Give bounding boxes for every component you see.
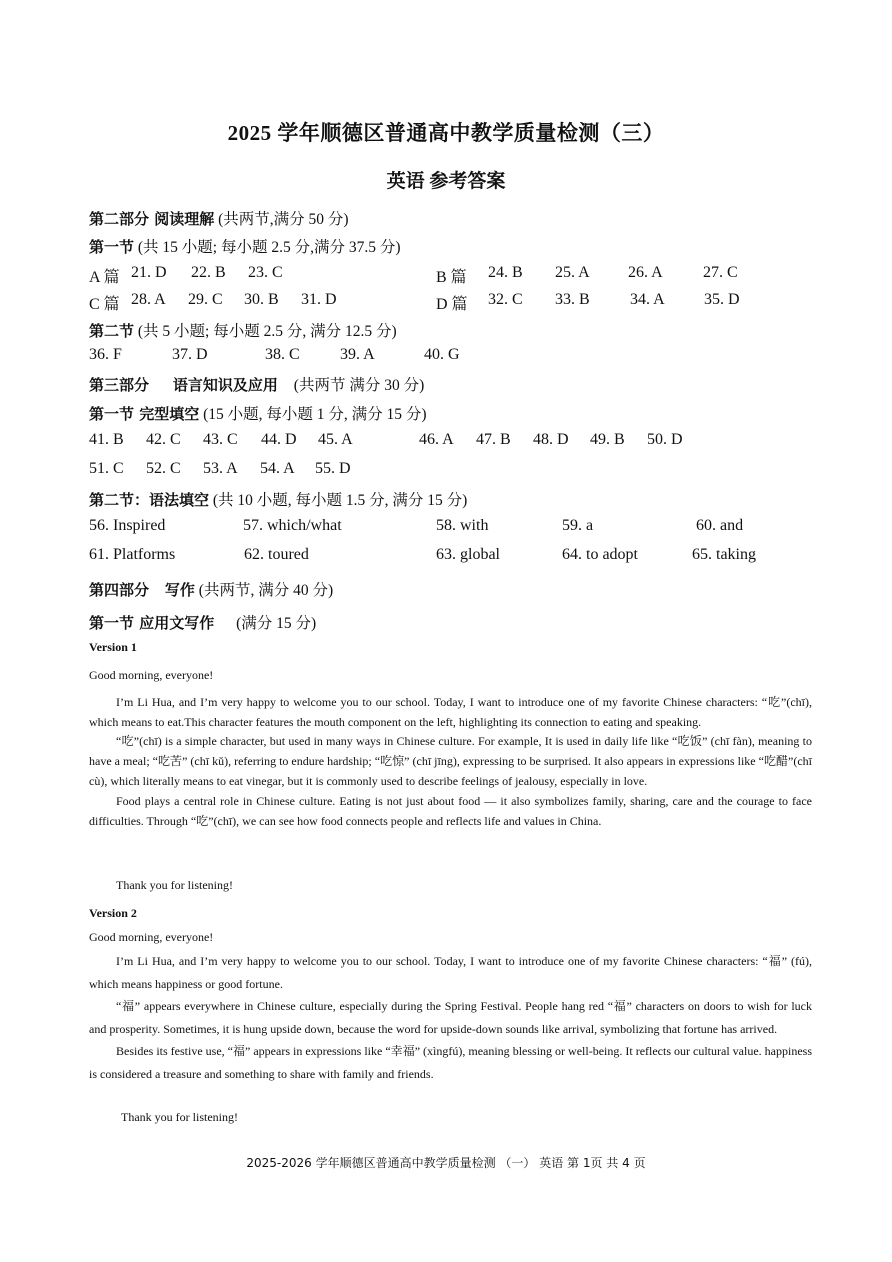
part3-section1-line (89, 402, 427, 424)
answer-21: 21. D (131, 264, 167, 281)
part3-section1-note: (15 小题, 每小题 1 分, 满分 15 分) (203, 406, 427, 423)
grammar-63: 63. global (436, 546, 500, 563)
answer-55: 55. D (315, 460, 351, 477)
part3-note: (共两节 满分 30 分) (293, 377, 425, 394)
part4-section1-note: (满分 15 分) (236, 615, 317, 632)
version1-closing: Thank you for listening! (116, 878, 233, 892)
part2-section2-line (89, 319, 397, 341)
part2-section1-heading: 第一节 (89, 238, 135, 256)
grammar-62: 62. toured (244, 546, 309, 563)
part2-heading-line (89, 207, 349, 229)
row-c-label: C 篇 (89, 296, 120, 313)
answer-54: 54. A (260, 460, 295, 477)
part4-section1-line (89, 611, 316, 633)
answer-26: 26. A (628, 264, 663, 281)
answer-34: 34. A (630, 291, 665, 308)
version1-body (89, 692, 812, 831)
grammar-65: 65. taking (692, 546, 756, 563)
version2-paragraph-2: “福” appears everywhere in Chinese culture, especially during the Spring Festival. People hang red “福” characters on doors to wish for luck and prosperity. Sometimes, it is hung upside down, because the word for upside-down sounds like arrival, symbolizing that fortune has arrived. (89, 999, 812, 1036)
answer-23: 23. C (248, 264, 283, 281)
version2-greeting: Good morning, everyone! (89, 930, 214, 944)
answer-43: 43. C (203, 431, 238, 448)
part3-section2-line (89, 488, 467, 510)
answer-40: 40. G (424, 346, 460, 363)
version2-paragraph-3: Besides its festive use, “福” appears in expressions like “幸福” (xìngfú), meaning blessing or well-being. It reflects our cultural value. happiness is considered a treasure and something to share with family and friends. (89, 1044, 812, 1081)
answer-46: 46. A (419, 431, 454, 448)
version2-body (89, 950, 812, 1085)
version1-paragraph-3: Food plays a central role in Chinese culture. Eating is not just about food — it also symbolizes family, sharing, care and the courage to face difficulties. Through “吃”(chī), we can see how food connects people and reflects life and values in China. (89, 794, 812, 828)
answer-24: 24. B (488, 264, 523, 281)
grammar-56: 56. Inspired (89, 517, 166, 534)
answer-30: 30. B (244, 291, 279, 308)
page-footer: 2025-2026 学年顺德区普通高中教学质量检测 （一） 英语 第 1页 共 4 页 (246, 1156, 646, 1170)
version2-paragraph-1: I’m Li Hua, and I’m very happy to welcome you to our school. Today, I want to introduce one of my favorite Chinese characters: “福” (fú), which means happiness or good fortune. (89, 954, 812, 991)
answer-49: 49. B (590, 431, 625, 448)
answer-39: 39. A (340, 346, 375, 363)
grammar-61: 61. Platforms (89, 546, 176, 563)
answer-53: 53. A (203, 460, 238, 477)
answer-37: 37. D (172, 346, 208, 363)
grammar-57: 57. which/what (243, 517, 342, 534)
row-b-label: B 篇 (436, 269, 467, 286)
answer-33: 33. B (555, 291, 590, 308)
answer-31: 31. D (301, 291, 337, 308)
answer-47: 47. B (476, 431, 511, 448)
answer-22: 22. B (191, 264, 226, 281)
version2-label: Version 2 (89, 906, 137, 920)
answer-32: 32. C (488, 291, 523, 308)
answer-27: 27. C (703, 264, 738, 281)
part2-section2-heading: 第二节 (89, 322, 135, 340)
answer-38: 38. C (265, 346, 300, 363)
answer-36: 36. F (89, 346, 122, 363)
grammar-64: 64. to adopt (562, 546, 638, 563)
grammar-59: 59. a (562, 517, 594, 534)
part4-note: (共两节, 满分 40 分) (198, 582, 334, 599)
answer-35: 35. D (704, 291, 740, 308)
answer-45: 45. A (318, 431, 353, 448)
part2-section1-note: (共 15 小题; 每小题 2.5 分,满分 37.5 分) (137, 239, 401, 256)
grammar-60: 60. and (696, 517, 744, 534)
part3-heading2: 语言知识及应用 (172, 376, 278, 394)
version1-label: Version 1 (89, 640, 137, 654)
version1-paragraph-2: “吃”(chī) is a simple character, but used in many ways in Chinese culture. For example, It is used in daily life like “吃饭” (chī fàn), meaning to have a meal; “吃苦” (chī kǔ), referring to endure hardship; “吃惊” (chī jīng), expressing to be surprised. It also appears in expressions like “吃醋”(chī cù), which literally means to eat vinegar, but it is commonly used to describe feelings of jealousy, especially in love. (89, 734, 812, 788)
part3-heading-line (89, 373, 424, 395)
answer-25: 25. A (555, 264, 590, 281)
answer-44: 44. D (261, 431, 297, 448)
part4-heading: 第四部分 (89, 581, 150, 599)
part2-section2-note: (共 5 小题; 每小题 2.5 分, 满分 12.5 分) (137, 323, 397, 340)
part4-section1-heading: 第一节 应用文写作 (89, 614, 215, 632)
answer-52: 52. C (146, 460, 181, 477)
version1-greeting: Good morning, everyone! (89, 668, 214, 682)
part3-section1-heading: 第一节 完型填空 (89, 405, 200, 423)
page-subtitle: 英语 参考答案 (386, 171, 506, 192)
part3-section2-note: (共 10 小题, 每小题 1.5 分, 满分 15 分) (212, 492, 468, 509)
part4-heading-line (89, 578, 333, 600)
answer-51: 51. C (89, 460, 124, 477)
version1-paragraph-1: I’m Li Hua, and I’m very happy to welcome you to our school. Today, I want to introduce one of my favorite Chinese characters: “吃”(chī), which means to eat.This character features the mouth component on the left, highlighting its connection to eating and speaking. (89, 695, 812, 729)
answer-48: 48. D (533, 431, 569, 448)
answer-41: 41. B (89, 431, 124, 448)
part3-heading: 第三部分 (89, 376, 150, 394)
part2-heading: 第二部分 阅读理解 (89, 210, 215, 228)
part2-note: (共两节,满分 50 分) (218, 211, 349, 228)
part3-section2-heading: 第二节：语法填空 (89, 491, 210, 509)
grammar-58: 58. with (436, 517, 489, 534)
part4-heading2: 写作 (164, 581, 195, 599)
part2-section1-line (89, 235, 401, 257)
row-a-label: A 篇 (89, 269, 120, 286)
version2-closing: Thank you for listening! (121, 1110, 238, 1124)
page-title: 2025 学年顺德区普通高中教学质量检测（三） (227, 121, 665, 145)
answer-28: 28. A (131, 291, 166, 308)
row-d-label: D 篇 (436, 296, 468, 313)
answer-42: 42. C (146, 431, 181, 448)
answer-50: 50. D (647, 431, 683, 448)
answer-29: 29. C (188, 291, 223, 308)
